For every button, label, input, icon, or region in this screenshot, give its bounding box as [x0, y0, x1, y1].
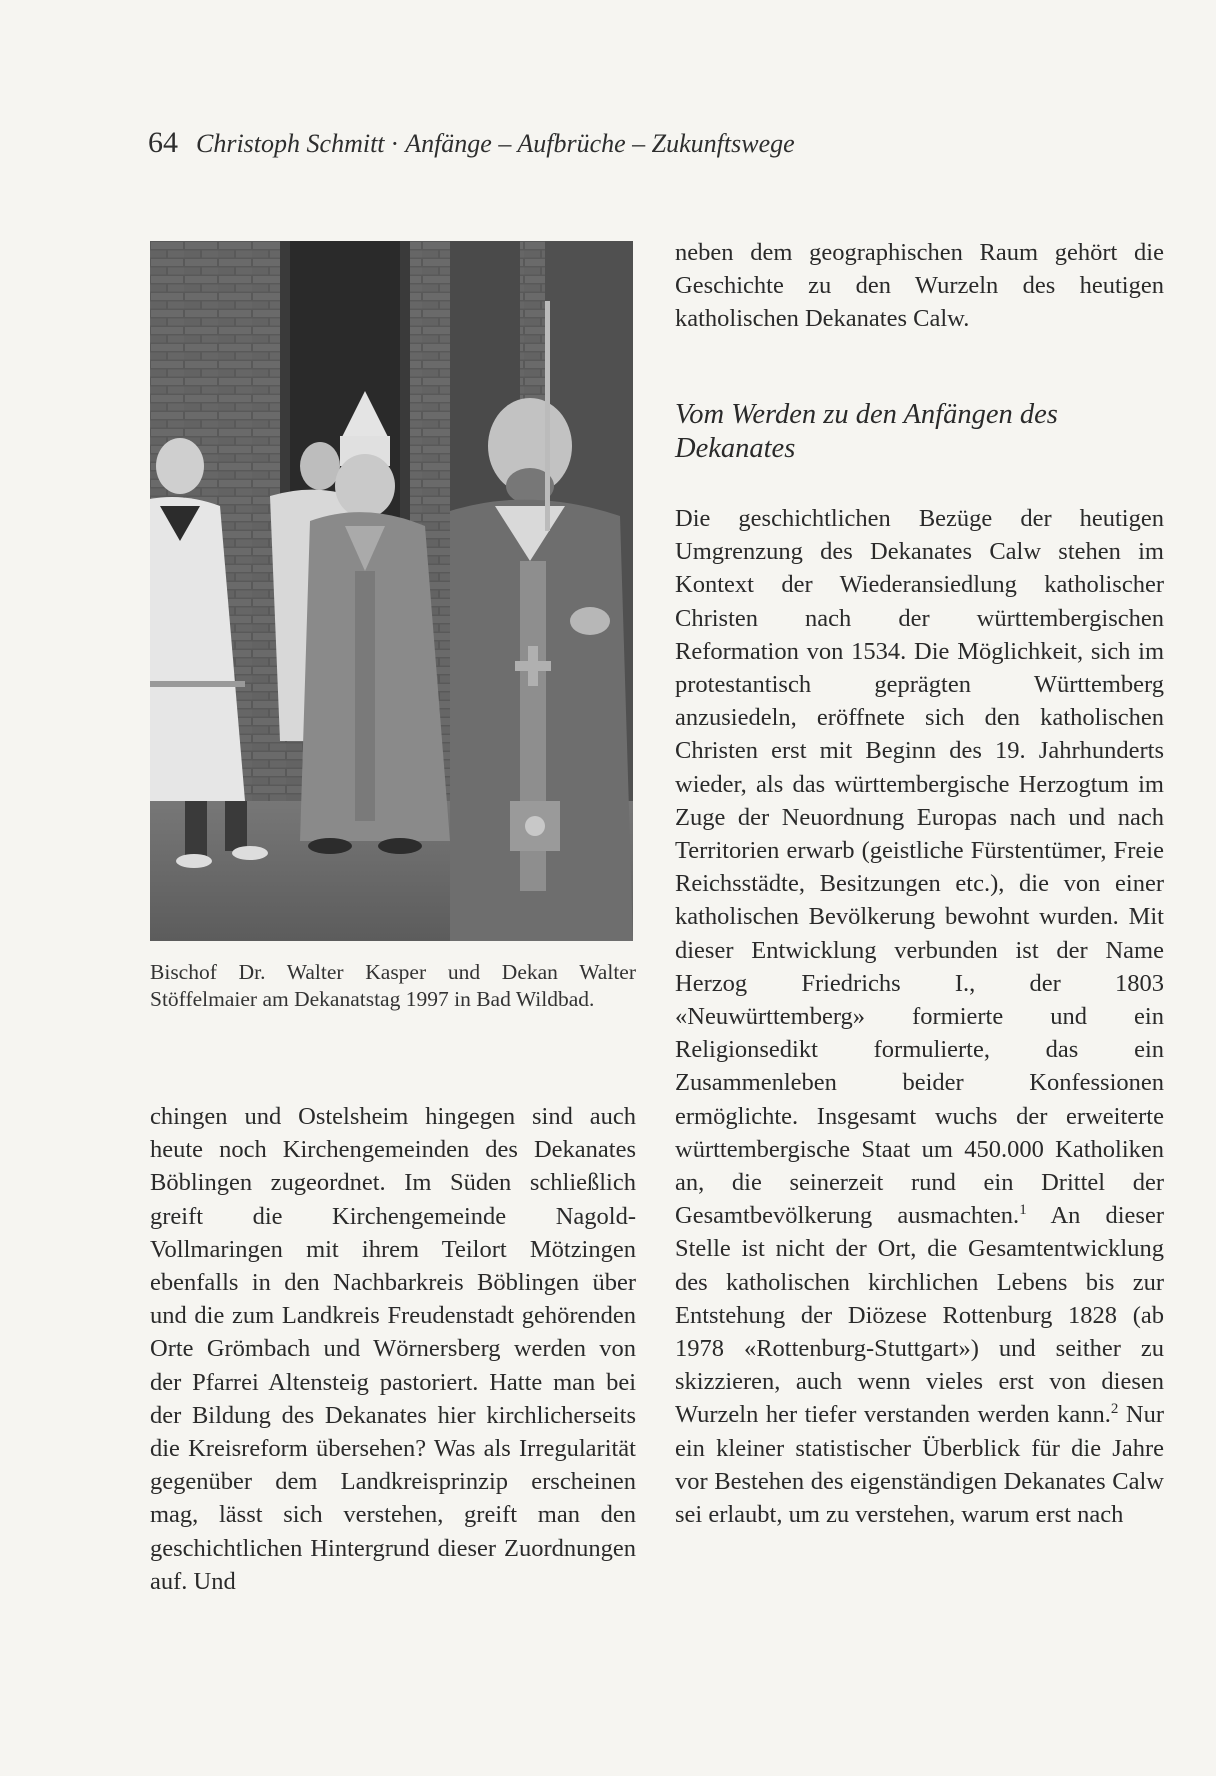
left-paragraph: chingen und Ostelsheim hingegen sind auch heute noch Kirchengemeinden des Dekanates Böblingen zugeordnet. Im Süden schließlich greift die Kirchengemeinde Nagold-Vollmaringen mit ihrem Teilort Mötzingen ebenfalls in den Nachbarkreis Böblingen über und die zum Landkreis Freudenstadt gehörenden Orte Grömbach und Wörnersberg werden von der Pfarrei Altensteig pastoriert. Hatte man bei der Bildung des Dekanates hier kirchlicherseits die Kreisreform übersehen? Was als Irregularität gegenüber dem Landkreisprinzip erscheinen mag, lässt sich verstehen, greift man den geschichtlichen Hintergrund dieser Zuordnungen auf. Und [150, 1103, 636, 1595]
page-number: 64 [148, 126, 178, 159]
book-title: Anfänge – Aufbrüche – Zukunftswege [405, 129, 795, 158]
section-heading: Vom Werden zu den Anfängen des Dekanates [675, 399, 1058, 464]
author-name: Christoph Schmitt [196, 129, 385, 158]
body-text-part1: Die geschichtlichen Bezüge der heutigen Umgrenzung des Dekanates Calw stehen im Kontext der Wiederansiedlung katholischer Christen nach der württembergischen Reformation von 1534. Die Möglichkeit, sich im protestantisch geprägten Württemberg anzusiedeln, eröffnete sich den katholischen Christen erst mit Beginn des 19. Jahrhunderts wieder, als das württembergische Herzogtum im Zuge der Neuordnung Europas nach und nach Territorien erwarb (geistliche Fürstentümer, Freie Reichsstädte, Besitzungen etc.), die von einer katholischen Bevölkerung bewohnt wurden. Mit dieser Entwicklung verbunden ist der Name Herzog Friedrichs I., der 1803 «Neuwürttemberg» formierte und ein Religionsedikt formulierte, das ein Zusammenleben beider Konfessionen ermöglichte. Insgesamt wuchs der erweiterte württembergische Staat um 450.000 Katholiken an, die seinerzeit rund ein Drittel der Gesamtbevölkerung ausmachten. [675, 505, 1164, 1230]
photo-caption: Bischof Dr. Walter Kasper und Dekan Walter Stöffelmaier am Dekanatstag 1997 in Bad Wildbad. [150, 960, 636, 1011]
running-header [148, 126, 795, 160]
right-column-intro [675, 236, 1164, 336]
footnote-marker-1[interactable]: 1 [1019, 1202, 1027, 1219]
left-column-text [150, 1100, 636, 1598]
body-text-part2: An dieser Stelle ist nicht der Ort, die Gesamtentwicklung des katholischen kirchlichen Lebens bis zur Entstehung der Diözese Rottenburg 1828 (ab 1978 «Rottenburg-Stuttgart») und seither zu skizzieren, auch wenn vieles erst von diesen Wurzeln her tiefer verstanden werden kann. [675, 1202, 1164, 1429]
procession-photo [150, 241, 633, 941]
intro-paragraph: neben dem geographischen Raum gehört die Geschichte zu den Wurzeln des heutigen katholischen Dekanates Calw. [675, 239, 1164, 333]
body-text-part3: Nur ein kleiner statistischer Überblick für die Jahre vor Bestehen des eigenständigen Dekanates Calw sei erlaubt, um zu verstehen, warum erst nach [675, 1401, 1164, 1529]
header-separator: · [390, 129, 400, 158]
footnote-marker-2[interactable]: 2 [1110, 1401, 1119, 1418]
right-column-body [675, 502, 1164, 1531]
running-title [196, 129, 795, 158]
body-paragraph [675, 502, 1164, 1531]
